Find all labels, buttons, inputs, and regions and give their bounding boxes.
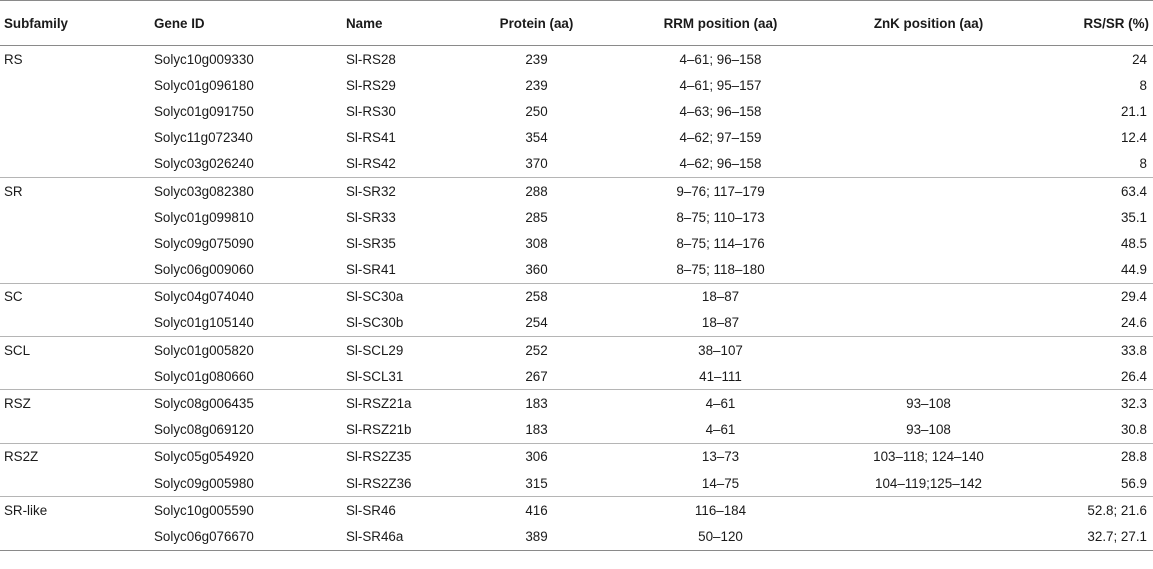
cell-subfamily <box>0 257 154 284</box>
cell-name: Sl-SC30a <box>346 283 472 310</box>
cell-name: Sl-SC30b <box>346 315 404 331</box>
table-row <box>0 363 1153 390</box>
table-row <box>0 417 1153 444</box>
cell-protein: 183 <box>472 390 601 417</box>
cell-name: Sl-RS30 <box>346 103 396 119</box>
cell-name: Sl-RSZ21a <box>346 390 472 417</box>
cell-znk-position <box>840 98 1017 124</box>
cell-subfamily <box>0 72 154 98</box>
cell-rs-sr: 8 <box>1139 156 1147 172</box>
cell-protein: 239 <box>525 51 548 67</box>
cell-rrm-position: 4–61; 96–158 <box>679 51 762 67</box>
cell-gene-id: Solyc01g096180 <box>154 77 254 93</box>
cell-protein: 370 <box>525 156 548 172</box>
cell-subfamily: SR <box>0 177 154 204</box>
cell-subfamily <box>0 230 154 256</box>
cell-rs-sr: 28.8 <box>1017 443 1153 470</box>
cell-name: Sl-RS2Z36 <box>346 475 412 491</box>
cell-protein: 416 <box>472 497 601 524</box>
cell-znk-position <box>840 177 1017 204</box>
cell-znk-position <box>840 230 1017 256</box>
cell-rs-sr: 21.1 <box>1120 103 1147 119</box>
cell-name: Sl-RSZ21b <box>346 422 412 438</box>
cell-rs-sr: 63.4 <box>1017 177 1153 204</box>
cell-znk-position: 93–108 <box>906 422 951 438</box>
cell-rrm-position: 50–120 <box>601 523 840 550</box>
header-row <box>0 1 1153 46</box>
cell-protein: 315 <box>525 475 548 491</box>
cell-protein: 306 <box>472 443 601 470</box>
cell-rs-sr: 48.5 <box>1120 235 1147 251</box>
cell-protein: 288 <box>472 177 601 204</box>
cell-gene-id: Solyc01g091750 <box>154 103 254 119</box>
cell-name: Sl-SR46 <box>346 497 472 524</box>
cell-gene-id: Solyc04g074040 <box>154 283 346 310</box>
table-row <box>0 46 1153 73</box>
cell-znk-position <box>840 523 1017 550</box>
header-subfamily: Subfamily <box>0 1 154 46</box>
header-znk-position: ZnK position (aa) <box>840 1 1017 46</box>
cell-znk-position <box>840 125 1017 151</box>
header-rrm-position: RRM position (aa) <box>601 1 840 46</box>
cell-gene-id: Solyc03g026240 <box>154 156 254 172</box>
cell-rs-sr: 24 <box>1132 51 1147 67</box>
cell-rs-sr: 12.4 <box>1120 130 1147 146</box>
cell-rrm-position: 4–61 <box>601 390 840 417</box>
cell-subfamily <box>0 417 154 444</box>
cell-rrm-position: 9–76; 117–179 <box>601 177 840 204</box>
cell-gene-id: Solyc01g105140 <box>154 315 254 331</box>
cell-rs-sr: 44.9 <box>1120 262 1147 278</box>
cell-znk-position <box>840 283 1017 310</box>
cell-protein: 250 <box>525 103 548 119</box>
cell-subfamily <box>0 151 154 178</box>
cell-znk-position: 103–118; 124–140 <box>840 443 1017 470</box>
table-row <box>0 257 1153 284</box>
cell-subfamily <box>0 363 154 390</box>
table-row <box>0 204 1153 230</box>
cell-rs-sr: 26.4 <box>1120 368 1147 384</box>
cell-gene-id: Solyc03g082380 <box>154 177 346 204</box>
cell-rrm-position: 4–61; 95–157 <box>679 77 762 93</box>
cell-znk-position: 93–108 <box>840 390 1017 417</box>
cell-rrm-position: 4–62; 96–158 <box>679 156 762 172</box>
table-row <box>0 177 1153 204</box>
cell-rs-sr: 30.8 <box>1120 422 1147 438</box>
cell-rs-sr: 32.7; 27.1 <box>1017 523 1153 550</box>
cell-gene-id: Solyc09g005980 <box>154 475 254 491</box>
cell-rrm-position: 13–73 <box>601 443 840 470</box>
cell-znk-position: 104–119;125–142 <box>875 475 982 491</box>
cell-subfamily: SCL <box>0 337 154 364</box>
cell-rrm-position: 4–62; 97–159 <box>679 130 762 146</box>
cell-subfamily: SC <box>0 283 154 310</box>
cell-name: Sl-RS41 <box>346 130 396 146</box>
cell-subfamily <box>0 310 154 337</box>
cell-rs-sr: 35.1 <box>1120 209 1147 225</box>
cell-znk-position <box>840 151 1017 178</box>
cell-rs-sr: 24.6 <box>1120 315 1147 331</box>
cell-protein: 258 <box>472 283 601 310</box>
cell-rrm-position: 116–184 <box>601 497 840 524</box>
cell-gene-id: Solyc08g069120 <box>154 422 254 438</box>
cell-rs-sr: 33.8 <box>1017 337 1153 364</box>
cell-rrm-position: 8–75; 114–176 <box>676 235 765 251</box>
cell-subfamily: SR-like <box>0 497 154 524</box>
cell-znk-position <box>840 363 1017 390</box>
cell-protein: 285 <box>525 209 548 225</box>
cell-znk-position <box>840 337 1017 364</box>
cell-protein: 239 <box>525 77 548 93</box>
table-row <box>0 443 1153 470</box>
cell-rrm-position: 41–111 <box>699 368 742 384</box>
table-row <box>0 151 1153 178</box>
table-row <box>0 470 1153 497</box>
cell-gene-id: Solyc10g005590 <box>154 497 346 524</box>
cell-rrm-position: 18–87 <box>601 283 840 310</box>
cell-rs-sr: 52.8; 21.6 <box>1017 497 1153 524</box>
cell-znk-position <box>840 310 1017 337</box>
cell-znk-position <box>840 257 1017 284</box>
cell-rs-sr: 32.3 <box>1017 390 1153 417</box>
cell-subfamily: RSZ <box>0 390 154 417</box>
cell-name: Sl-RS2Z35 <box>346 443 472 470</box>
cell-name: Sl-SR35 <box>346 235 396 251</box>
cell-rrm-position: 4–63; 96–158 <box>679 103 762 119</box>
cell-znk-position <box>840 46 1017 73</box>
table-row <box>0 337 1153 364</box>
cell-gene-id: Solyc06g076670 <box>154 523 346 550</box>
cell-rs-sr: 8 <box>1139 77 1147 93</box>
cell-gene-id: Solyc01g099810 <box>154 209 254 225</box>
cell-subfamily <box>0 98 154 124</box>
cell-subfamily <box>0 523 154 550</box>
cell-name: Sl-SR41 <box>346 262 396 278</box>
cell-name: Sl-SR32 <box>346 177 472 204</box>
cell-subfamily <box>0 470 154 497</box>
cell-protein: 254 <box>525 315 548 331</box>
cell-znk-position <box>840 204 1017 230</box>
cell-znk-position <box>840 72 1017 98</box>
cell-subfamily <box>0 125 154 151</box>
header-gene-id: Gene ID <box>154 1 346 46</box>
cell-gene-id: Solyc11g072340 <box>154 130 253 146</box>
cell-rrm-position: 8–75; 118–180 <box>676 262 765 278</box>
table-row <box>0 230 1153 256</box>
cell-gene-id: Solyc06g009060 <box>154 262 254 278</box>
header-protein: Protein (aa) <box>472 1 601 46</box>
table-row <box>0 310 1153 337</box>
cell-rs-sr: 56.9 <box>1120 475 1147 491</box>
cell-protein: 267 <box>525 368 548 384</box>
cell-rrm-position: 4–61 <box>705 422 736 438</box>
cell-name: Sl-SCL31 <box>346 368 404 384</box>
cell-rs-sr: 29.4 <box>1017 283 1153 310</box>
table-row <box>0 125 1153 151</box>
cell-protein: 252 <box>472 337 601 364</box>
cell-name: Sl-RS42 <box>346 156 396 172</box>
table-row <box>0 523 1153 550</box>
header-name: Name <box>346 1 472 46</box>
table-header <box>0 1 1153 46</box>
cell-name: Sl-SR33 <box>346 209 396 225</box>
table-row <box>0 72 1153 98</box>
cell-protein: 308 <box>525 235 548 251</box>
table-row <box>0 497 1153 524</box>
cell-protein: 354 <box>525 130 548 146</box>
cell-subfamily: RS2Z <box>0 443 154 470</box>
cell-rrm-position: 8–75; 110–173 <box>676 209 765 225</box>
cell-protein: 360 <box>525 262 548 278</box>
cell-protein: 389 <box>472 523 601 550</box>
table-row <box>0 283 1153 310</box>
cell-gene-id: Solyc05g054920 <box>154 443 346 470</box>
cell-znk-position <box>840 497 1017 524</box>
cell-gene-id: Solyc01g005820 <box>154 337 346 364</box>
cell-rrm-position: 18–87 <box>701 315 740 331</box>
cell-protein: 183 <box>525 422 548 438</box>
cell-gene-id: Solyc08g006435 <box>154 390 346 417</box>
cell-subfamily <box>0 204 154 230</box>
header-rs-sr: RS/SR (%) <box>1017 1 1153 46</box>
cell-gene-id: Solyc10g009330 <box>154 51 254 67</box>
cell-subfamily: RS <box>4 51 23 67</box>
cell-gene-id: Solyc01g080660 <box>154 368 254 384</box>
table-row <box>0 98 1153 124</box>
table-row <box>0 390 1153 417</box>
cell-name: Sl-SCL29 <box>346 337 472 364</box>
cell-name: Sl-RS29 <box>346 77 396 93</box>
cell-rrm-position: 14–75 <box>701 475 740 491</box>
cell-name: Sl-RS28 <box>346 51 396 67</box>
cell-rrm-position: 38–107 <box>601 337 840 364</box>
cell-gene-id: Solyc09g075090 <box>154 235 254 251</box>
cell-name: Sl-SR46a <box>346 523 472 550</box>
table-body <box>0 46 1153 551</box>
